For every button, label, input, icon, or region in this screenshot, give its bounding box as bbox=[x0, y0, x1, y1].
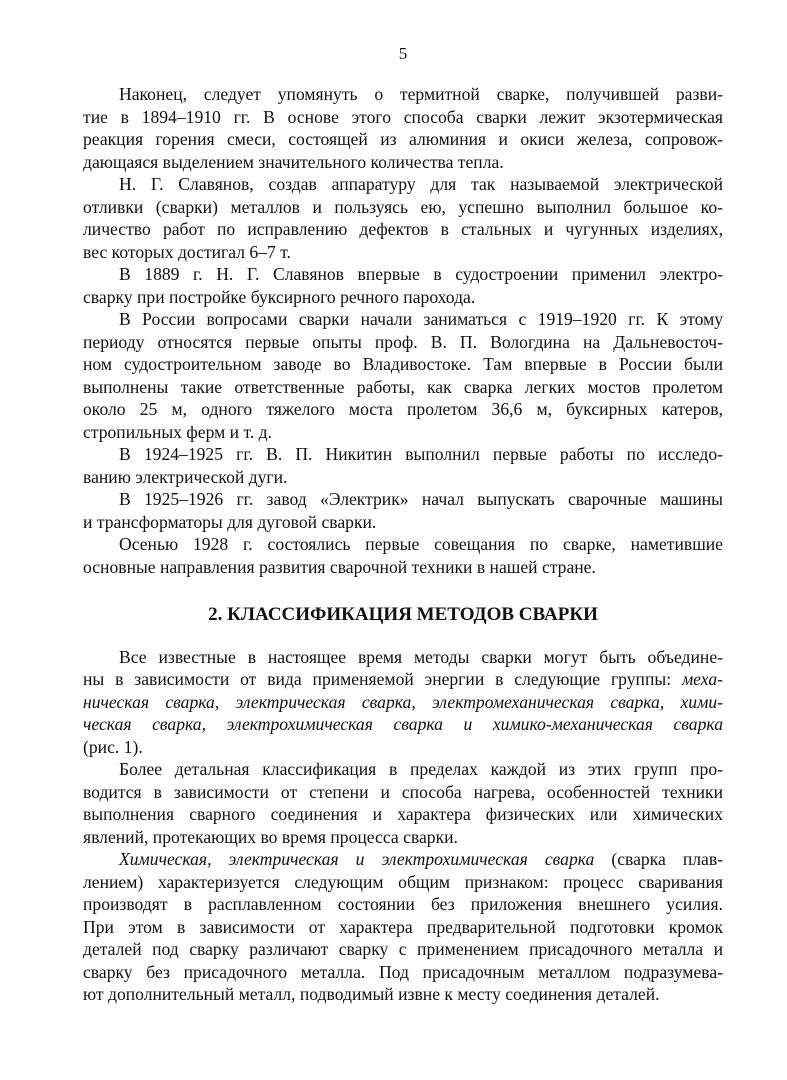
text-line: деталей под сварку различают сварку с применением присадочного металла и bbox=[83, 939, 723, 959]
text-line: При этом в зависимости от характера предварительной подготовки кромок bbox=[83, 916, 723, 937]
text-line: производят в расплавленном состоянии без приложения внешнего усилия. bbox=[83, 894, 723, 914]
italic-text-run: ническая сварка, электрическая сварка, электромеханическая сварка, хими- bbox=[83, 691, 723, 712]
text-line: стропильных ферм и т. д. bbox=[83, 421, 272, 442]
text-line: Более детальная классификация в пределах каждой из этих групп про- bbox=[119, 759, 723, 779]
text-line: ном судостроительном заводе во Владивостоке. Там впервые в России были bbox=[83, 354, 723, 374]
text-line: (рис. 1). bbox=[83, 736, 143, 757]
text-line: ют дополнительный металл, подводимый извне к месту соединения деталей. bbox=[83, 984, 660, 1004]
text-line: сварку при постройке буксирного речного парохода. bbox=[83, 286, 476, 307]
text-line: выполнения сварного соединения и характера физических или химических bbox=[83, 804, 723, 824]
text-line: Наконец, следует упомянуть о термитной сварке, получившей разви- bbox=[119, 84, 723, 104]
text-line: сварку без присадочного металла. Под присадочным металлом подразумева- bbox=[83, 961, 723, 982]
text-line: личество работ по исправлению дефектов в стальных и чугунных изделиях, bbox=[83, 219, 723, 239]
italic-text-run: меха- bbox=[681, 669, 723, 689]
text-line: явлений, протекающих во время процесса сварки. bbox=[83, 826, 458, 847]
text-line: основные направления развития сварочной техники в нашей стране. bbox=[83, 556, 596, 577]
text-line: выполнены такие ответственные работы, как сварка легких мостов пролетом bbox=[83, 376, 723, 397]
text-line: около 25 м, одного тяжелого моста пролетом 36,6 м, буксирных катеров, bbox=[83, 399, 723, 419]
text-line: В 1924–1925 гг. В. П. Никитин выполнил первые работы по исследо- bbox=[119, 444, 723, 464]
text-line: ванию электрической дуги. bbox=[83, 466, 288, 487]
text-line: тие в 1894–1910 гг. В основе этого способа сварки лежит экзотермическая bbox=[83, 106, 723, 127]
section-heading: 2. КЛАССИФИКАЦИЯ МЕТОДОВ СВАРКИ bbox=[208, 604, 598, 626]
text-line: и трансформаторы для дуговой сварки. bbox=[83, 511, 377, 532]
text-line: отливки (сварки) металлов и пользуясь ею, успешно выполнил большое ко- bbox=[83, 196, 723, 217]
text-line: водится в зависимости от степени и способа нагрева, особенностей техники bbox=[83, 781, 723, 802]
text-line: реакция горения смеси, состоящей из алюминия и окиси железа, сопровож- bbox=[83, 129, 723, 149]
text-run: ны в зависимости от вида применяемой энергии в следующие группы: bbox=[83, 669, 672, 689]
text-line: Все известные в настоящее время методы сварки могут быть объедине- bbox=[119, 646, 723, 667]
text-line: вес которых достигал 6–7 т. bbox=[83, 241, 291, 262]
page-number: 5 bbox=[398, 44, 408, 63]
text-run: (сварка плав- bbox=[611, 849, 723, 869]
text-line: Осенью 1928 г. состоялись первые совещания по сварке, наметившие bbox=[119, 534, 723, 554]
italic-text-run: ческая сварка, электрохимическая сварка и химико-механическая сварка bbox=[83, 714, 723, 734]
text-line: периоду относятся первые опыты проф. В. П. Вологдина на Дальневосточ- bbox=[83, 331, 723, 352]
text-line: Н. Г. Славянов, создав аппаратуру для так называемой электрической bbox=[119, 174, 723, 194]
text-line: В 1889 г. Н. Г. Славянов впервые в судостроении применил электро- bbox=[119, 264, 723, 284]
text-line: лением) характеризуется следующим общим признаком: процесс сваривания bbox=[83, 871, 723, 892]
text-line: В России вопросами сварки начали заниматься с 1919–1920 гг. К этому bbox=[119, 309, 723, 329]
italic-text-run: Химическая, электрическая и электрохимическая сварка bbox=[119, 849, 595, 869]
text-line: В 1925–1926 гг. завод «Электрик» начал выпускать сварочные машины bbox=[119, 489, 723, 509]
text-line: дающаяся выделением значительного количества тепла. bbox=[83, 151, 504, 172]
